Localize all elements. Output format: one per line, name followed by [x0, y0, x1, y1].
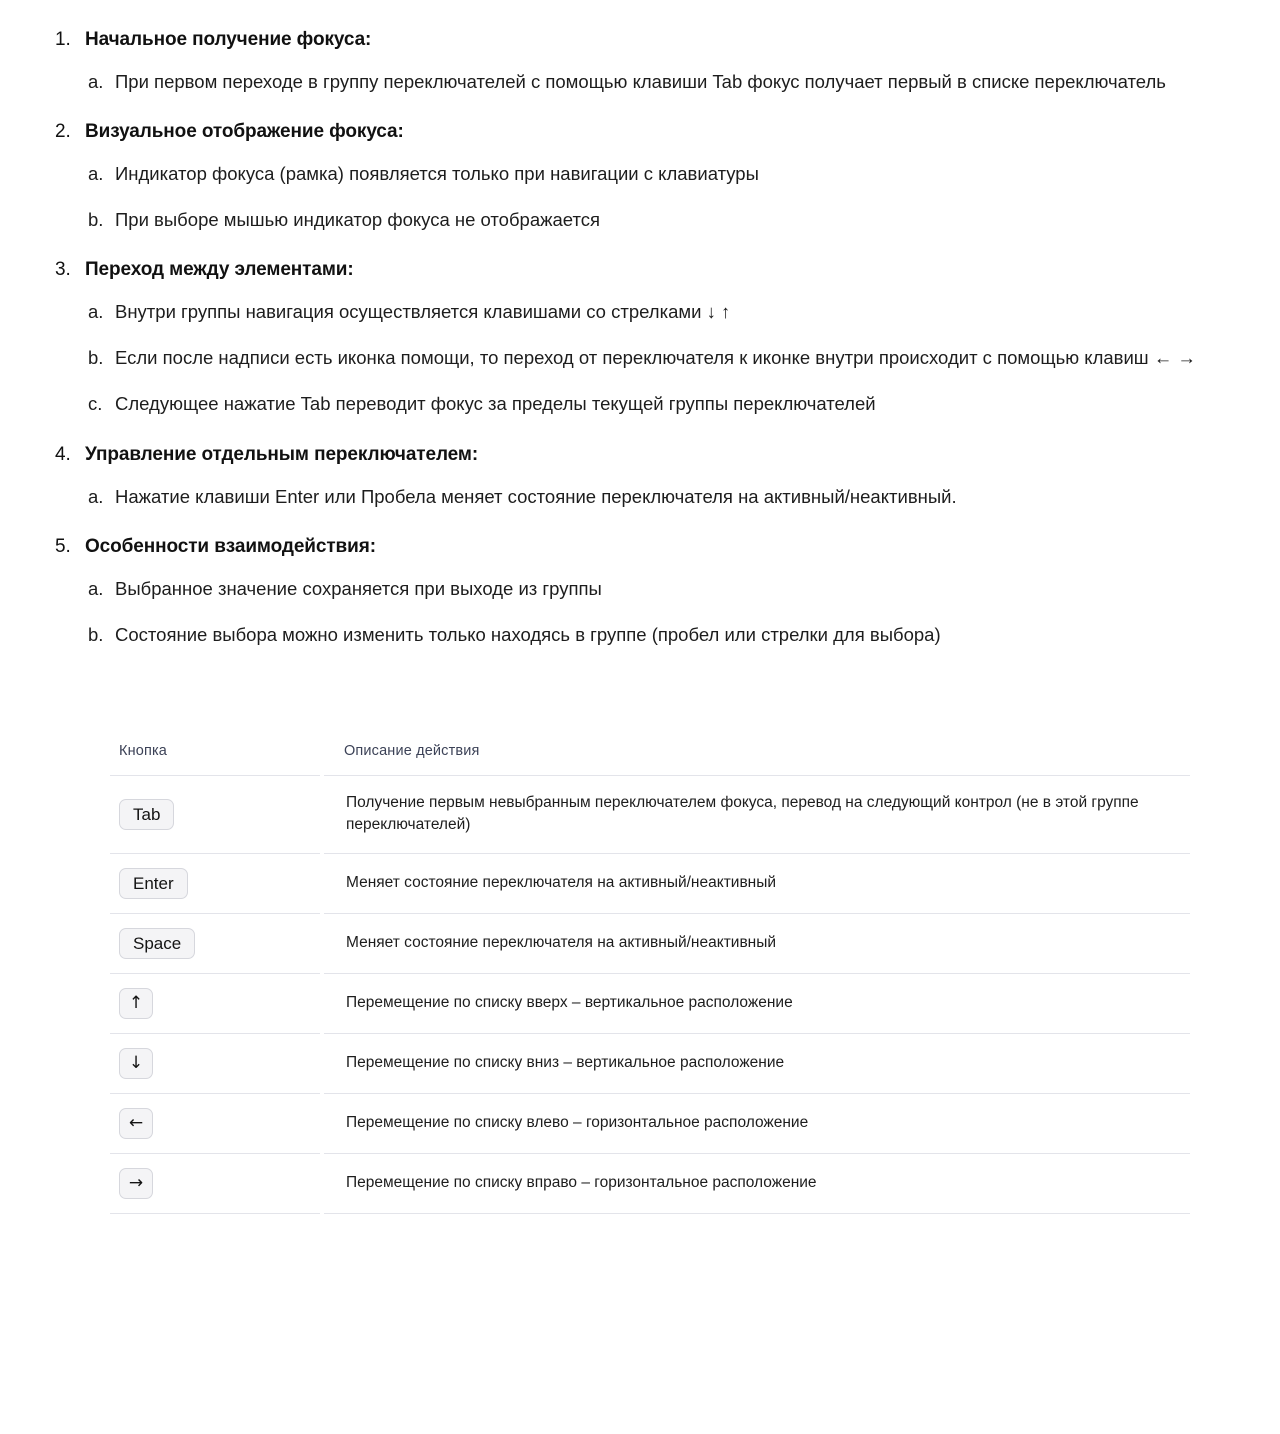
key-cell	[110, 1154, 322, 1214]
outline-subitem-list	[0, 565, 1240, 657]
description-cell: Перемещение по списку влево – горизонтальное расположение	[322, 1094, 1190, 1154]
table-row	[110, 1034, 1190, 1094]
key-cell	[110, 914, 322, 974]
table-header-row	[110, 735, 1190, 776]
arrow-up-key-icon: ↑	[119, 988, 153, 1019]
arrow-right-key-icon: →	[119, 1168, 153, 1199]
arrow-down-key-icon: ↓	[119, 1048, 153, 1079]
outline-subitem	[0, 380, 1240, 426]
outline-subitem-marker: c.	[88, 393, 103, 415]
key-cell	[110, 775, 322, 853]
outline-subitem-text: Нажатие клавиши Enter или Пробела меняет состояние переключателя на активный/неактивный.	[115, 485, 957, 507]
outline-subitem-marker: a.	[88, 301, 104, 323]
outline-subitem	[0, 473, 1240, 519]
outline-subitem	[0, 334, 1240, 380]
outline-section-title: Переход между элементами:	[85, 259, 354, 281]
column-header-key: Кнопка	[119, 742, 167, 759]
outline-subitem	[0, 58, 1240, 104]
description-cell: Меняет состояние переключателя на активный/неактивный	[322, 854, 1190, 914]
outline-section-marker: 2.	[55, 121, 71, 143]
table-row	[110, 914, 1190, 974]
outline-subitem-text: Следующее нажатие Tab переводит фокус за пределы текущей группы переключателей	[115, 393, 876, 415]
outline-subitem	[0, 196, 1240, 242]
description-cell: Меняет состояние переключателя на активный/неактивный	[322, 914, 1190, 974]
keyboard-shortcut-table	[110, 735, 1190, 1214]
description-cell: Получение первым невыбранным переключателем фокуса, перевод на следующий контрол (не в этой группе переключателей)	[322, 775, 1190, 853]
outline-section	[0, 433, 1240, 519]
description-cell: Перемещение по списку вниз – вертикальное расположение	[322, 1034, 1190, 1094]
table-row	[110, 854, 1190, 914]
key-cell	[110, 854, 322, 914]
description-cell: Перемещение по списку вправо – горизонтальное расположение	[322, 1154, 1190, 1214]
outline-section-marker: 4.	[55, 443, 71, 465]
table-row	[110, 1094, 1190, 1154]
outline-subitem-marker: a.	[88, 163, 104, 185]
table-row	[110, 974, 1190, 1034]
table-header	[110, 735, 1190, 776]
outline-section-marker: 1.	[55, 29, 71, 50]
table-row	[110, 1154, 1190, 1214]
outline-section-heading	[0, 18, 1240, 58]
outline-subitem	[0, 565, 1240, 611]
description-cell: Перемещение по списку вверх – вертикальное расположение	[322, 974, 1190, 1034]
shortcut-table-section	[0, 735, 1280, 1214]
outline-subitem-text: Выбранное значение сохраняется при выходе из группы	[115, 577, 602, 599]
outline-subitem-text: При выборе мышью индикатор фокуса не отображается	[115, 209, 601, 231]
outline-subitem-text: Индикатор фокуса (рамка) появляется только при навигации с клавиатуры	[115, 163, 759, 185]
outline-section-title: Особенности взаимодействия:	[85, 535, 376, 557]
outline-subitem-marker: b.	[88, 209, 104, 231]
outline-section	[0, 18, 1240, 104]
outline-section-title: Начальное получение фокуса:	[85, 29, 372, 50]
outline-subitem-list	[0, 150, 1240, 242]
key-cell	[110, 1094, 322, 1154]
table-body	[110, 775, 1190, 1213]
outline-subitem-list	[0, 58, 1240, 104]
outline-section-heading	[0, 525, 1240, 565]
outline-subitem-marker: a.	[88, 70, 104, 92]
requirements-outline	[0, 18, 1280, 657]
outline-section	[0, 248, 1240, 426]
outline-subitem	[0, 150, 1240, 196]
column-header-description: Описание действия	[344, 742, 480, 759]
outline-section	[0, 525, 1240, 657]
outline-section-heading	[0, 248, 1240, 288]
outline-subitem-text: Состояние выбора можно изменить только находясь в группе (пробел или стрелки для выбора)	[115, 623, 941, 645]
outline-section-heading	[0, 110, 1240, 150]
outline-section-marker: 5.	[55, 535, 71, 557]
space-key-icon: Space	[119, 928, 195, 959]
outline-section-title: Визуальное отображение фокуса:	[85, 121, 404, 143]
outline-subitem	[0, 288, 1240, 334]
outline-section-title: Управление отдельным переключателем:	[85, 443, 479, 465]
tab-key-icon: Tab	[119, 799, 174, 830]
table-row	[110, 775, 1190, 853]
outline-section	[0, 110, 1240, 242]
outline-subitem-marker: b.	[88, 347, 104, 369]
enter-key-icon: Enter	[119, 868, 188, 899]
key-cell	[110, 974, 322, 1034]
outline-subitem-text: Если после надписи есть иконка помощи, то переход от переключателя к иконке внутри происходит с помощью клавиш ← →	[115, 347, 1196, 369]
outline-subitem-marker: b.	[88, 623, 104, 645]
outline-subitem-marker: a.	[88, 577, 104, 599]
outline-subitem-text: Внутри группы навигация осуществляется клавишами со стрелками ↓ ↑	[115, 301, 731, 323]
outline-section-heading	[0, 433, 1240, 473]
outline-subitem-text: При первом переходе в группу переключателей с помощью клавиши Tab фокус получает первый в списке переключатель	[115, 70, 1166, 92]
outline-section-marker: 3.	[55, 259, 71, 281]
key-cell	[110, 1034, 322, 1094]
outline-subitem-list	[0, 473, 1240, 519]
arrow-left-key-icon: ←	[119, 1108, 153, 1139]
outline-subitem-list	[0, 288, 1240, 426]
outline-subitem	[0, 611, 1240, 657]
outline-subitem-marker: a.	[88, 485, 104, 507]
